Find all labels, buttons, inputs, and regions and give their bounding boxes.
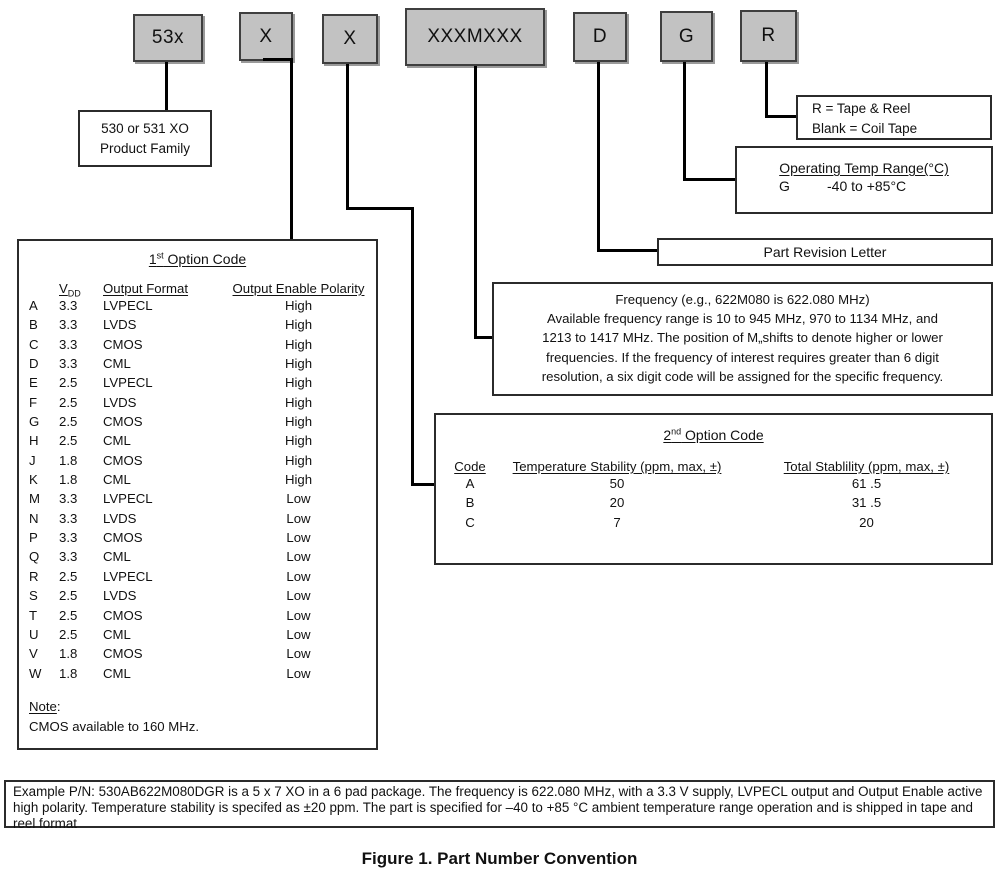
field-label: 53x bbox=[151, 27, 185, 48]
option1-cell-polarity: Low bbox=[286, 549, 311, 565]
option1-cell-format: CMOS bbox=[103, 452, 143, 468]
field-box-option1-code bbox=[239, 12, 293, 61]
temp-range-row bbox=[737, 178, 991, 198]
figure-caption: Figure 1. Part Number Convention bbox=[361, 849, 638, 868]
option1-header-row bbox=[19, 281, 376, 299]
product-family-line2: Product Family bbox=[99, 141, 191, 156]
option2-cell-total: 61 .5 bbox=[851, 476, 882, 491]
table-row bbox=[19, 625, 376, 644]
frequency-line: Available frequency range is 10 to 945 MHz, 970 to 1134 MHz, and bbox=[547, 311, 938, 327]
option1-cell-code: D bbox=[29, 356, 39, 372]
option1-cell-code: M bbox=[29, 491, 40, 507]
table-row bbox=[19, 335, 376, 354]
option1-cell-code: R bbox=[29, 568, 39, 584]
option2-header-code: Code bbox=[454, 459, 486, 474]
field-box-revision-letter bbox=[573, 12, 627, 62]
option1-cell-polarity: Low bbox=[286, 607, 311, 623]
connector-option2-seg2 bbox=[346, 207, 414, 210]
tape-reel-line1: R = Tape & Reel bbox=[812, 101, 911, 116]
field-box-product-family bbox=[133, 14, 203, 62]
option1-cell-polarity: Low bbox=[286, 646, 311, 662]
field-label: XXXMXXX bbox=[427, 26, 523, 47]
table-row bbox=[19, 296, 376, 315]
option1-cell-polarity: High bbox=[284, 336, 313, 352]
option1-cell-polarity: Low bbox=[286, 510, 311, 526]
option1-cell-format: LVDS bbox=[103, 317, 137, 333]
option1-cell-vdd: 2.5 bbox=[59, 568, 78, 584]
option1-cell-code: H bbox=[29, 433, 39, 449]
table-row bbox=[19, 470, 376, 489]
table-row bbox=[19, 354, 376, 373]
frequency-line: Frequency (e.g., 622M080 is 622.080 MHz) bbox=[615, 292, 870, 307]
option2-cell-code: C bbox=[465, 514, 475, 530]
field-label: R bbox=[761, 25, 776, 46]
field-box-frequency-code bbox=[405, 8, 545, 66]
table-row bbox=[19, 567, 376, 586]
connector-option2-seg1 bbox=[346, 64, 349, 210]
revision-letter-label: Part Revision Letter bbox=[763, 244, 887, 260]
option1-cell-code: Q bbox=[29, 549, 40, 565]
option1-cell-code: S bbox=[29, 588, 38, 604]
option1-cell-polarity: High bbox=[284, 472, 313, 488]
option1-cell-format: CML bbox=[103, 472, 131, 488]
option1-cell-polarity: High bbox=[284, 394, 313, 410]
connector-frequency-seg2 bbox=[474, 336, 492, 339]
option1-cell-polarity: Low bbox=[286, 626, 311, 642]
option1-cell-code: E bbox=[29, 375, 38, 391]
frequency-line: resolution, a six digit code will be assigned for the specific frequency. bbox=[541, 368, 944, 384]
option1-cell-vdd: 2.5 bbox=[59, 394, 78, 410]
field-box-tape-reel bbox=[740, 10, 797, 62]
option1-cell-vdd: 2.5 bbox=[59, 433, 78, 449]
connector-revision-seg1 bbox=[597, 62, 600, 252]
option1-cell-vdd: 3.3 bbox=[59, 491, 78, 507]
option1-cell-code: N bbox=[29, 510, 39, 526]
option1-note-text: CMOS available to 160 MHz. bbox=[29, 719, 200, 734]
option1-cell-code: J bbox=[29, 452, 36, 468]
option2-table-body bbox=[436, 474, 991, 532]
option1-cell-vdd: 3.3 bbox=[59, 356, 78, 372]
field-label: X bbox=[259, 25, 273, 47]
option2-cell-temp: 20 bbox=[609, 495, 625, 511]
connector-temp-seg2 bbox=[683, 178, 735, 181]
option1-cell-format: CML bbox=[103, 549, 131, 565]
option1-cell-vdd: 2.5 bbox=[59, 375, 78, 391]
option1-note: Note: CMOS available to 160 MHz. bbox=[29, 697, 199, 737]
field-box-option2-code bbox=[322, 14, 378, 64]
option1-cell-code: A bbox=[29, 298, 38, 313]
option1-cell-code: P bbox=[29, 530, 38, 546]
table-row bbox=[19, 315, 376, 334]
option1-cell-format: CML bbox=[103, 665, 131, 681]
option1-cell-polarity: Low bbox=[286, 568, 311, 584]
table-row bbox=[19, 393, 376, 412]
option1-cell-vdd: 1.8 bbox=[59, 665, 78, 681]
connector-product-family bbox=[165, 62, 168, 110]
option1-cell-code: C bbox=[29, 336, 39, 352]
option1-cell-code: W bbox=[29, 665, 42, 681]
table-row bbox=[19, 509, 376, 528]
connector-option1-stub bbox=[263, 58, 293, 61]
option1-cell-vdd: 3.3 bbox=[59, 298, 78, 313]
option1-cell-code: U bbox=[29, 626, 39, 642]
option1-cell-code: G bbox=[29, 414, 40, 430]
option1-cell-vdd: 2.5 bbox=[59, 607, 78, 623]
table-row bbox=[19, 606, 376, 625]
tape-reel-box bbox=[796, 95, 992, 140]
option1-cell-vdd: 3.3 bbox=[59, 549, 78, 565]
option1-cell-code: V bbox=[29, 646, 38, 662]
temp-range-value: -40 to +85°C bbox=[827, 178, 907, 194]
table-row bbox=[19, 431, 376, 450]
option2-title: 2nd Option Code bbox=[663, 426, 764, 443]
frequency-line: 1213 to 1417 MHz. The position of M„shifts to denote higher or lower bbox=[542, 330, 943, 346]
table-row bbox=[436, 513, 991, 532]
option1-cell-polarity: High bbox=[284, 414, 313, 430]
option1-cell-format: LVDS bbox=[103, 394, 137, 410]
table-row bbox=[19, 412, 376, 431]
option2-header-total: Total Stablility (ppm, max, ±) bbox=[783, 459, 950, 474]
option1-table-body bbox=[19, 296, 376, 683]
table-row bbox=[19, 451, 376, 470]
option1-cell-vdd: 2.5 bbox=[59, 588, 78, 604]
table-row bbox=[19, 644, 376, 663]
option1-cell-format: LVDS bbox=[103, 588, 137, 604]
option1-cell-format: CMOS bbox=[103, 414, 143, 430]
connector-revision-seg2 bbox=[597, 249, 657, 252]
product-family-box bbox=[78, 110, 212, 167]
frequency-box bbox=[492, 282, 993, 396]
table-row bbox=[436, 493, 991, 512]
option1-cell-polarity: Low bbox=[286, 665, 311, 681]
connector-temp-seg1 bbox=[683, 62, 686, 181]
table-row bbox=[19, 586, 376, 605]
option1-title: 1st Option Code bbox=[148, 250, 247, 267]
connector-option2-seg4 bbox=[411, 483, 434, 486]
option1-cell-format: LVDS bbox=[103, 510, 137, 526]
option1-cell-polarity: High bbox=[284, 317, 313, 333]
option1-cell-format: LVPECL bbox=[103, 491, 153, 507]
connector-frequency-seg1 bbox=[474, 66, 477, 339]
tape-reel-line2: Blank = Coil Tape bbox=[812, 121, 918, 136]
option1-cell-polarity: High bbox=[284, 298, 313, 313]
option1-cell-format: CMOS bbox=[103, 646, 143, 662]
field-label: D bbox=[592, 26, 608, 47]
option1-cell-vdd: 1.8 bbox=[59, 472, 78, 488]
option1-cell-polarity: Low bbox=[286, 491, 311, 507]
connector-tape-seg1 bbox=[765, 62, 768, 118]
revision-letter-box bbox=[657, 238, 993, 266]
connector-option2-seg3 bbox=[411, 207, 414, 486]
field-label: G bbox=[678, 25, 695, 47]
option2-cell-code: A bbox=[465, 476, 475, 491]
temp-range-title: Operating Temp Range(°C) bbox=[779, 160, 949, 176]
option1-cell-format: LVPECL bbox=[103, 568, 153, 584]
table-row bbox=[436, 474, 991, 493]
frequency-line: frequencies. If the frequency of interest requires greater than 6 digit bbox=[546, 349, 939, 365]
table-row bbox=[19, 547, 376, 566]
example-pn-text: Example P/N: 530AB622M080DGR is a 5 x 7 XO in a 6 pad package. The frequency is 622.080 MHz, with a 3.3 V supply, LVPECL output and Output Enable active high polarity. Temperature stability is specifed as ±20 ppm. The part is specified for –40 to +85 °C ambient temperature range operation and is shipped in tape and reel format bbox=[13, 784, 983, 831]
option1-cell-code: F bbox=[29, 394, 38, 410]
option1-cell-polarity: Low bbox=[286, 530, 311, 546]
field-box-temp-range bbox=[660, 11, 713, 62]
temp-range-box bbox=[735, 146, 993, 214]
option1-cell-polarity: High bbox=[284, 433, 313, 449]
option1-cell-vdd: 1.8 bbox=[59, 646, 78, 662]
option1-cell-format: CML bbox=[103, 433, 131, 449]
option1-header-format: Output Format bbox=[103, 281, 189, 296]
option1-cell-vdd: 1.8 bbox=[59, 452, 78, 468]
option2-cell-temp: 7 bbox=[613, 514, 621, 530]
option1-cell-code: T bbox=[29, 607, 38, 623]
option1-cell-format: LVPECL bbox=[103, 375, 153, 391]
option1-cell-vdd: 3.3 bbox=[59, 530, 78, 546]
option1-cell-format: LVPECL bbox=[103, 298, 153, 313]
field-label: X bbox=[343, 28, 357, 49]
option1-cell-polarity: High bbox=[284, 452, 313, 468]
option1-cell-vdd: 2.5 bbox=[59, 414, 78, 430]
option2-cell-code: B bbox=[465, 495, 475, 511]
connector-tape-seg2 bbox=[765, 115, 796, 118]
option2-cell-temp: 50 bbox=[609, 476, 625, 491]
temp-range-code: G bbox=[779, 178, 790, 194]
option2-table-box bbox=[434, 413, 993, 565]
option1-cell-code: K bbox=[29, 472, 38, 488]
table-row bbox=[19, 373, 376, 392]
option1-header-vdd: $V_{DD}$ bbox=[59, 281, 81, 299]
table-row bbox=[19, 528, 376, 547]
option1-cell-vdd: 3.3 bbox=[59, 317, 78, 333]
option1-cell-vdd: 3.3 bbox=[59, 510, 78, 526]
table-row bbox=[19, 489, 376, 508]
option1-table-box bbox=[17, 239, 378, 750]
option2-header-row bbox=[436, 459, 991, 474]
option1-cell-polarity: High bbox=[284, 375, 313, 391]
option1-cell-code: B bbox=[29, 317, 38, 333]
example-pn-box bbox=[4, 780, 995, 831]
option1-cell-format: CMOS bbox=[103, 336, 143, 352]
option1-cell-format: CML bbox=[103, 626, 131, 642]
option2-header-temp: Temperature Stability (ppm, max, ±) bbox=[512, 459, 722, 474]
connector-option1 bbox=[290, 58, 293, 239]
option1-cell-vdd: 2.5 bbox=[59, 626, 78, 642]
option1-cell-vdd: 3.3 bbox=[59, 336, 78, 352]
option2-cell-total: 20 bbox=[859, 514, 874, 530]
option1-cell-format: CML bbox=[103, 356, 131, 372]
option1-cell-format: CMOS bbox=[103, 530, 143, 546]
option1-cell-format: CMOS bbox=[103, 607, 143, 623]
option1-cell-polarity: Low bbox=[286, 588, 311, 604]
product-family-line1: 530 or 531 XO bbox=[101, 121, 189, 136]
option2-cell-total: 31 .5 bbox=[851, 495, 882, 511]
option1-header-polarity: Output Enable Polarity bbox=[232, 281, 365, 296]
option1-cell-polarity: High bbox=[284, 356, 313, 372]
table-row bbox=[19, 664, 376, 683]
